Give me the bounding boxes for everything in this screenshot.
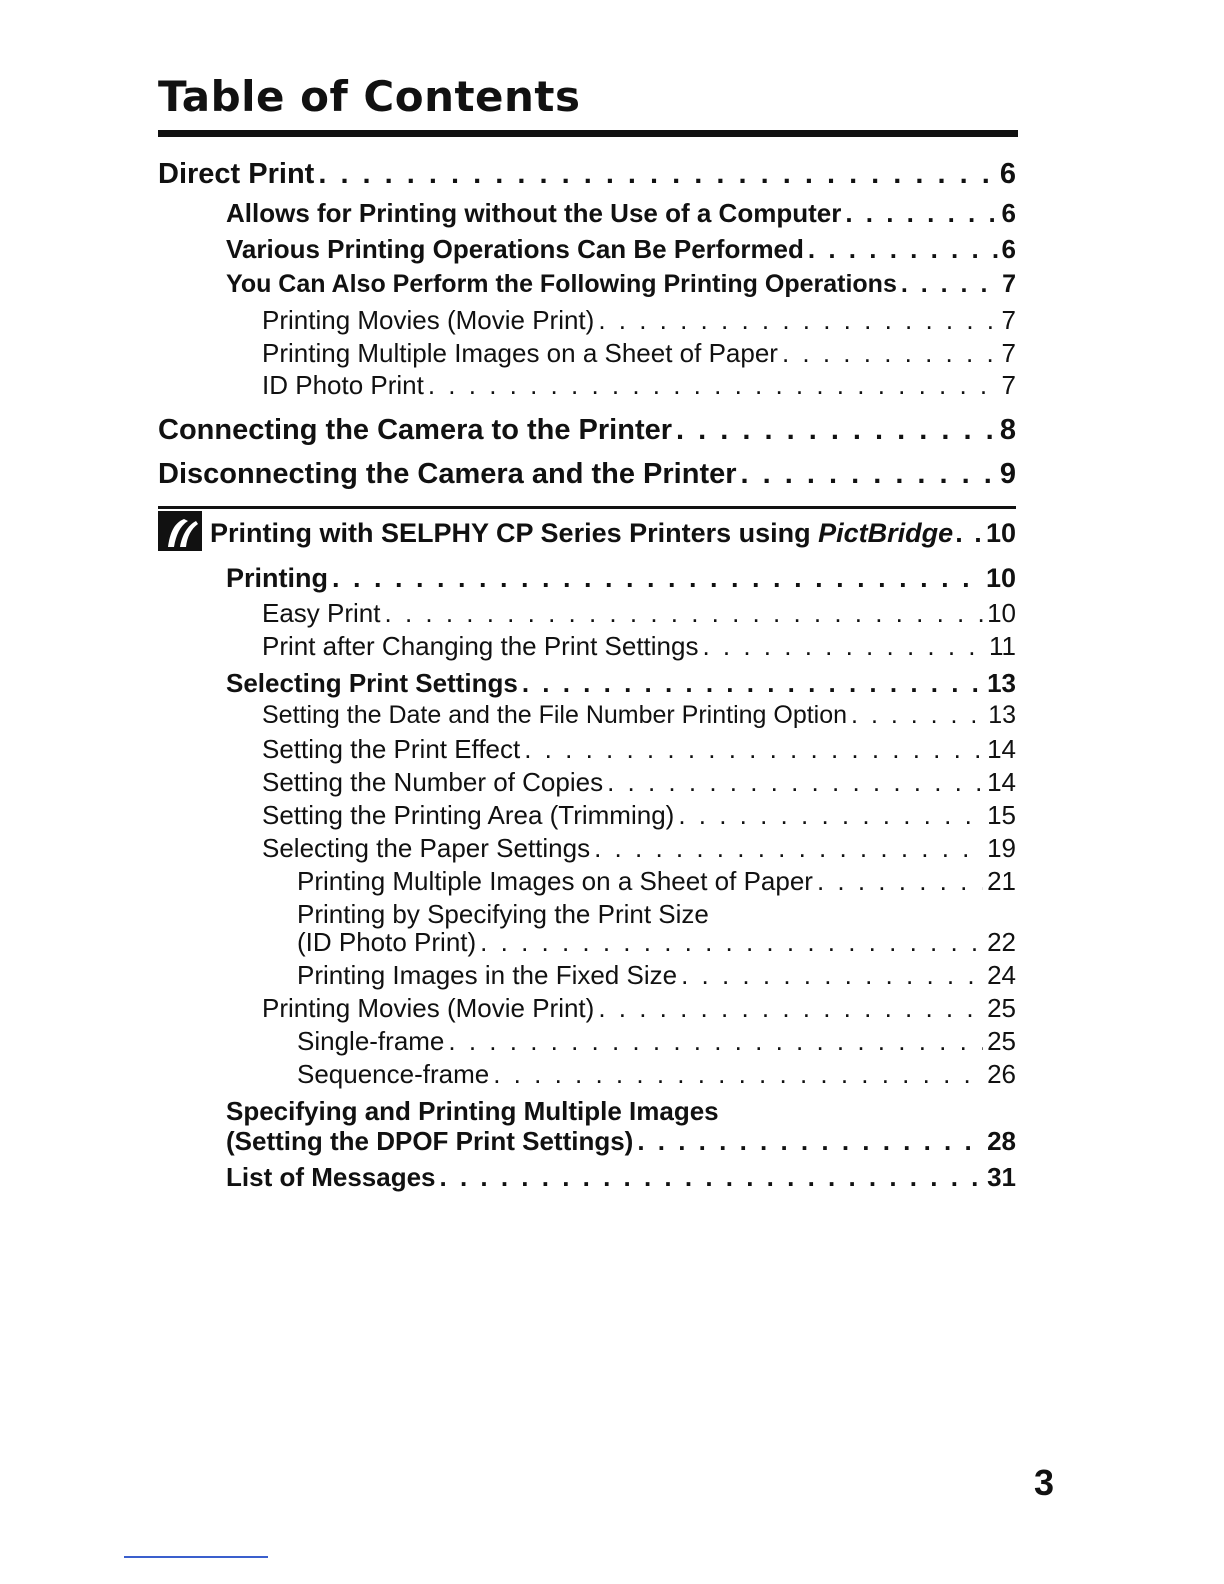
toc-entry-page: 21 xyxy=(987,866,1016,896)
toc-entry-title: Setting the Printing Area (Trimming) xyxy=(262,800,675,830)
section-page: 10 xyxy=(985,518,1016,548)
toc-entry-title: ID Photo Print xyxy=(262,370,424,400)
page-number: 3 xyxy=(1034,1462,1055,1503)
toc-entry-page: 9 xyxy=(999,458,1016,490)
toc-entry-disconnecting[interactable] xyxy=(158,458,1016,491)
toc-entry-direct-print[interactable] xyxy=(158,158,1016,191)
toc-entry-page: 10 xyxy=(987,598,1016,628)
toc-entry-page: 19 xyxy=(987,833,1016,863)
toc-entry-title: Direct Print xyxy=(158,158,315,190)
toc-entry-title: List of Messages xyxy=(226,1162,436,1192)
dot-leader xyxy=(741,458,996,491)
toc-entry-page: 24 xyxy=(987,960,1016,990)
toc-entry-movies-2[interactable] xyxy=(262,993,1016,1024)
toc-entry-date-file-number[interactable] xyxy=(262,701,1016,730)
toc-entry-page: 26 xyxy=(987,1059,1016,1089)
dot-leader xyxy=(678,800,983,831)
toc-entry-multiple-images-2[interactable] xyxy=(297,866,1016,897)
dot-leader xyxy=(594,833,983,864)
dot-leader xyxy=(637,1126,983,1157)
toc-entry-paper-settings[interactable] xyxy=(262,833,1016,864)
dot-leader xyxy=(851,701,984,730)
toc-entry-title: Setting the Number of Copies xyxy=(262,767,604,797)
dot-leader xyxy=(428,370,998,401)
toc-entry-print-size-line1[interactable]: Printing by Specifying the Print Size xyxy=(297,899,709,929)
dot-leader xyxy=(702,631,985,662)
toc-entry-title: You Can Also Perform the Following Printing Operations xyxy=(226,270,897,298)
section-rule xyxy=(158,506,1016,509)
toc-entry-single-frame[interactable] xyxy=(297,1026,1016,1057)
toc-entry-page: 13 xyxy=(987,668,1016,698)
toc-entry-page: 11 xyxy=(989,631,1016,661)
toc-entry-title: (ID Photo Print) xyxy=(297,927,477,957)
toc-entry-page: 14 xyxy=(987,734,1016,764)
dot-leader xyxy=(676,414,996,447)
dot-leader xyxy=(332,563,982,594)
toc-entry-title: Printing Movies (Movie Print) xyxy=(262,305,595,335)
toc-entry-title: Various Printing Operations Can Be Performed xyxy=(226,234,804,264)
toc-entry-title: Printing Multiple Images on a Sheet of Paper xyxy=(297,866,813,896)
toc-entry-page: 25 xyxy=(987,1026,1016,1056)
dot-leader xyxy=(681,960,983,991)
toc-entry-multiple-images-1[interactable] xyxy=(262,338,1016,369)
dot-leader xyxy=(524,734,983,765)
toc-entry-movies-1[interactable] xyxy=(262,305,1016,336)
toc-entry-title: Allows for Printing without the Use of a Computer xyxy=(226,198,842,228)
dot-leader xyxy=(782,338,998,369)
page-title: Table of Contents xyxy=(158,72,581,121)
toc-entry-page: 8 xyxy=(999,414,1016,446)
toc-entry-dpof-line1[interactable]: Specifying and Printing Multiple Images xyxy=(226,1096,719,1126)
toc-entry-page: 28 xyxy=(987,1126,1016,1156)
toc-entry-page: 15 xyxy=(987,800,1016,830)
toc-entry-number-of-copies[interactable] xyxy=(262,767,1016,798)
toc-entry-dpof[interactable] xyxy=(226,1126,1016,1157)
dot-leader xyxy=(493,1059,983,1090)
toc-entry-title: Printing Images in the Fixed Size xyxy=(297,960,678,990)
toc-entry-title: Disconnecting the Camera and the Printer xyxy=(158,458,737,490)
toc-entry-page: 7 xyxy=(1001,338,1016,368)
toc-entry-title: Single-frame xyxy=(297,1026,445,1056)
dot-leader xyxy=(385,598,984,629)
toc-entry-selecting-print-settings[interactable] xyxy=(226,668,1016,699)
toc-entry-page: 6 xyxy=(1001,198,1016,228)
toc-entry-printing[interactable] xyxy=(226,563,1016,594)
toc-entry-page: 6 xyxy=(1001,234,1016,264)
toc-entry-page: 10 xyxy=(985,563,1016,593)
toc-entry-page: 31 xyxy=(987,1162,1016,1192)
dot-leader xyxy=(607,767,983,798)
dot-leader xyxy=(522,668,983,699)
toc-entry-various-operations[interactable] xyxy=(226,234,1016,265)
dot-leader xyxy=(318,158,996,191)
toc-entry-title: Setting the Date and the File Number Printing Option xyxy=(262,701,848,729)
pictbridge-icon xyxy=(158,511,202,551)
section-title-italic: PictBridge xyxy=(818,518,954,548)
toc-entry-print-after-changing[interactable] xyxy=(262,631,1016,662)
dot-leader xyxy=(598,993,983,1024)
toc-entry-connecting[interactable] xyxy=(158,414,1016,447)
toc-entry-easy-print[interactable] xyxy=(262,598,1016,629)
toc-entry-page: 7 xyxy=(1001,370,1016,400)
section-heading-pictbridge[interactable] xyxy=(158,506,1016,548)
toc-entry-allows-printing[interactable] xyxy=(226,198,1016,229)
toc-entry-title: Print after Changing the Print Settings xyxy=(262,631,699,661)
toc-entry-title: Printing Multiple Images on a Sheet of Paper xyxy=(262,338,778,368)
dot-leader xyxy=(817,866,983,897)
dot-leader xyxy=(845,198,997,229)
dot-leader xyxy=(448,1026,983,1057)
toc-entry-page: 7 xyxy=(1002,270,1016,298)
dot-leader xyxy=(598,305,997,336)
dot-leader xyxy=(808,234,998,265)
toc-entry-title: Setting the Print Effect xyxy=(262,734,521,764)
toc-entry-title: Sequence-frame xyxy=(297,1059,490,1089)
toc-entry-page: 13 xyxy=(988,701,1016,729)
dot-leader xyxy=(955,518,984,549)
toc-entry-list-of-messages[interactable] xyxy=(226,1162,1016,1193)
section-title-main: Printing with SELPHY CP Series Printers using xyxy=(210,518,819,548)
footer-mark xyxy=(124,1556,268,1558)
toc-entry-page: 6 xyxy=(999,158,1016,190)
toc-entry-title: Selecting Print Settings xyxy=(226,668,518,698)
toc-entry-page: 25 xyxy=(987,993,1016,1023)
dot-leader xyxy=(901,270,998,299)
toc-entry-title: Connecting the Camera to the Printer xyxy=(158,414,673,446)
toc-entry-title: Selecting the Paper Settings xyxy=(262,833,591,863)
toc-entry-page: 7 xyxy=(1001,305,1016,335)
toc-entry-page: 22 xyxy=(987,927,1016,957)
toc-entry-title: (Setting the DPOF Print Settings) xyxy=(226,1126,634,1156)
toc-entry-title: Printing xyxy=(226,563,328,593)
toc-entry-print-size[interactable] xyxy=(297,927,1016,958)
toc-entry-sequence-frame[interactable] xyxy=(297,1059,1016,1090)
toc-entry-printing-area[interactable] xyxy=(262,800,1016,831)
toc-entry-page: 14 xyxy=(987,767,1016,797)
toc-entry-also-perform[interactable] xyxy=(226,270,1016,299)
toc-entry-title: Printing Movies (Movie Print) xyxy=(262,993,595,1023)
dot-leader xyxy=(440,1162,984,1193)
toc-entry-fixed-size[interactable] xyxy=(297,960,1016,991)
toc-entry-print-effect[interactable] xyxy=(262,734,1016,765)
section-title xyxy=(210,518,1016,549)
toc-entry-id-photo-1[interactable] xyxy=(262,370,1016,401)
dot-leader xyxy=(480,927,983,958)
toc-entry-title: Easy Print xyxy=(262,598,381,628)
